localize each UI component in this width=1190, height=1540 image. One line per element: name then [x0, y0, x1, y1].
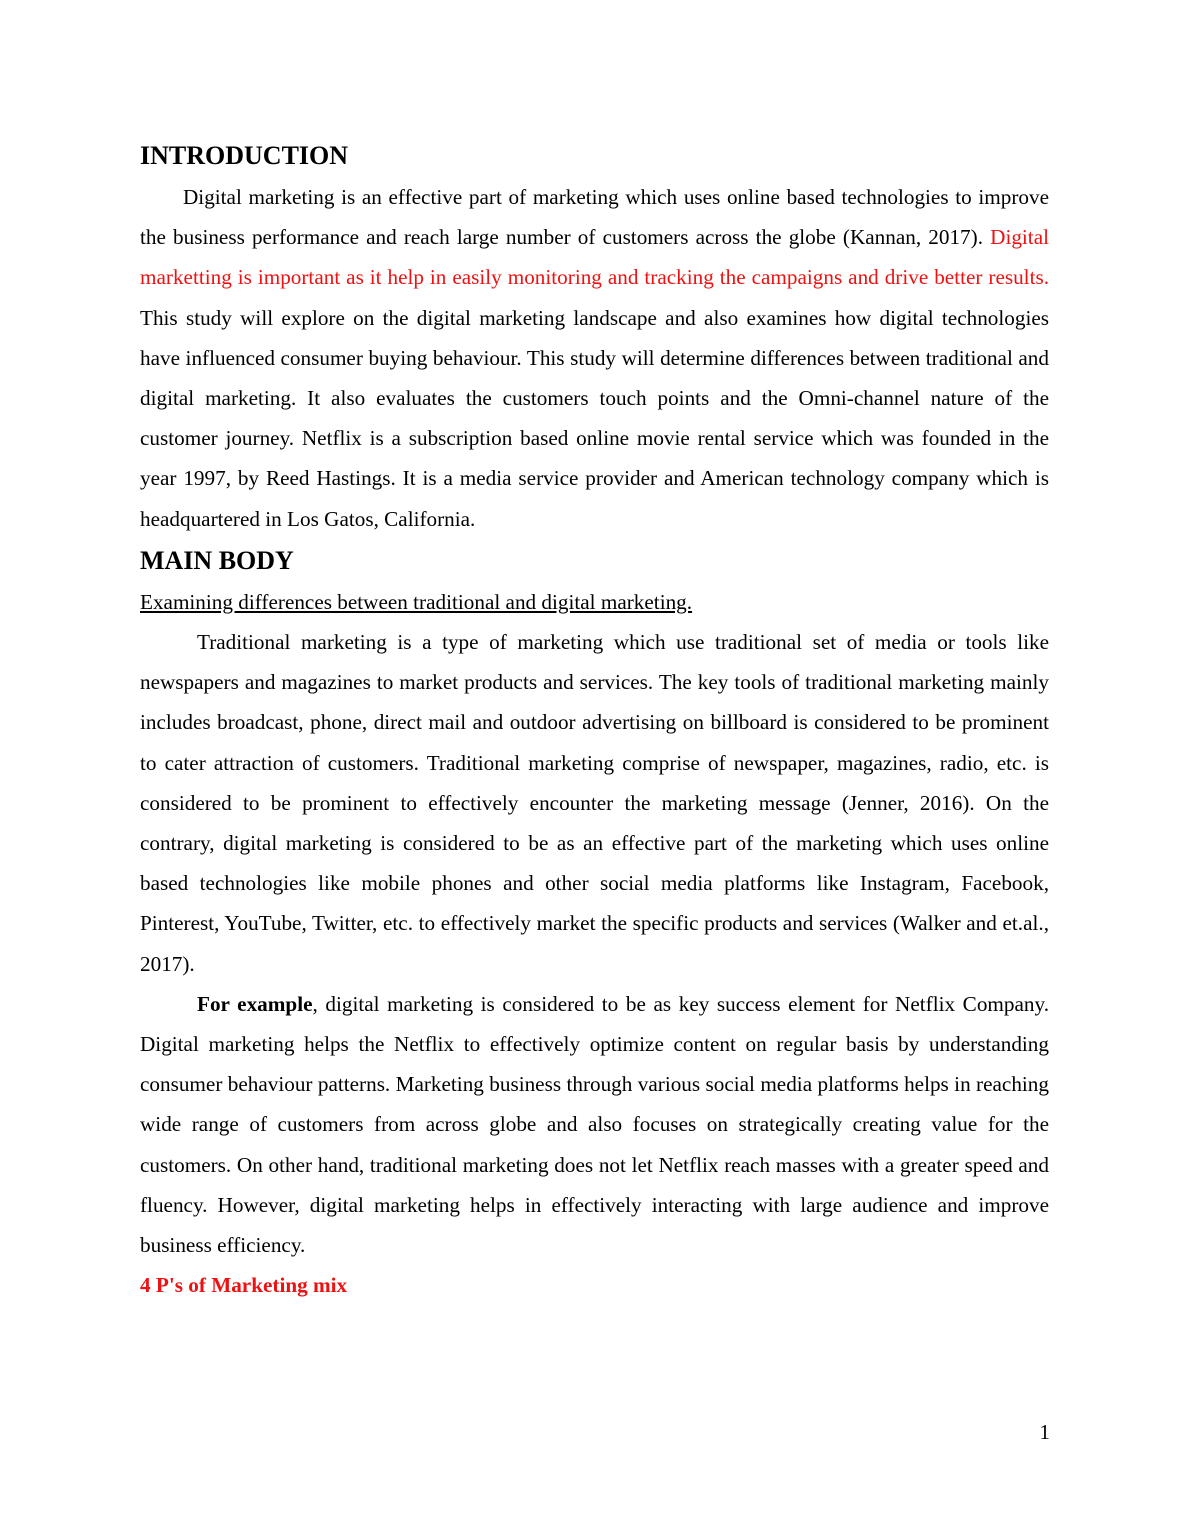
intro-text-end: This study will explore on the digital marketing landscape and also examines how digital technologies have influenced consumer buying behaviour. This study will determine differences between traditional and digital marketing. It also evaluates the customers touch points and the Omni-channel nature of the customer journey. Netflix is a subscription based online movie rental service which was founded in the year 1997, by Reed Hastings. It is a media service provider and American technology company which is headquartered in Los Gatos, California.	[140, 305, 1049, 531]
example-text: , digital marketing is considered to be as key success element for Netflix Company. Digital marketing helps the Netflix to effectively optimize content on regular basis by understanding consumer behaviour patterns. Marketing business through various social media platforms helps in reaching wide range of customers from across globe and also focuses on strategically creating value for the customers. On other hand, traditional marketing does not let Netflix reach masses with a greater speed and fluency. However, digital marketing helps in effectively interacting with large audience and improve business efficiency.	[140, 991, 1049, 1258]
intro-highlighted-text: Digital marketting is important as it help in easily monitoring and tracking the campaigns and drive better results.	[140, 225, 1049, 290]
main-body-heading: MAIN BODY	[140, 545, 294, 575]
document-page	[140, 138, 1049, 1305]
introduction-heading: INTRODUCTION	[140, 141, 349, 170]
example-paragraph	[140, 984, 1049, 1265]
traditional-marketing-paragraph: Traditional marketing is a type of marketing which use traditional set of media or tools like newspapers and magazines to market products and services. The key tools of traditional marketing mainly includes broadcast, phone, direct mail and outdoor advertising on billboard is considered to be prominent to cater attraction of customers. Traditional marketing comprise of newspaper, magazines, radio, etc. is considered to be prominent to effectively encounter the marketing message (Jenner, 2016). On the contrary, digital marketing is considered to be as an effective part of the marketing which uses online based technologies like mobile phones and other social media platforms like Instagram, Facebook, Pinterest, YouTube, Twitter, etc. to effectively market the specific products and services (Walker and et.al., 2017).	[140, 630, 1049, 976]
introduction-paragraph	[140, 177, 1049, 539]
intro-text-start: Digital marketing is an effective part of marketing which uses online based technologies to improve the business performance and reach large number of customers across the globe (Kannan, 2017).	[140, 185, 1049, 250]
page-number: 1	[1039, 1420, 1050, 1444]
marketing-mix-heading: 4 P's of Marketing mix	[140, 1273, 348, 1298]
section-subheading: Examining differences between traditional and digital marketing.	[140, 589, 693, 614]
example-bold-label: For example	[197, 991, 313, 1016]
